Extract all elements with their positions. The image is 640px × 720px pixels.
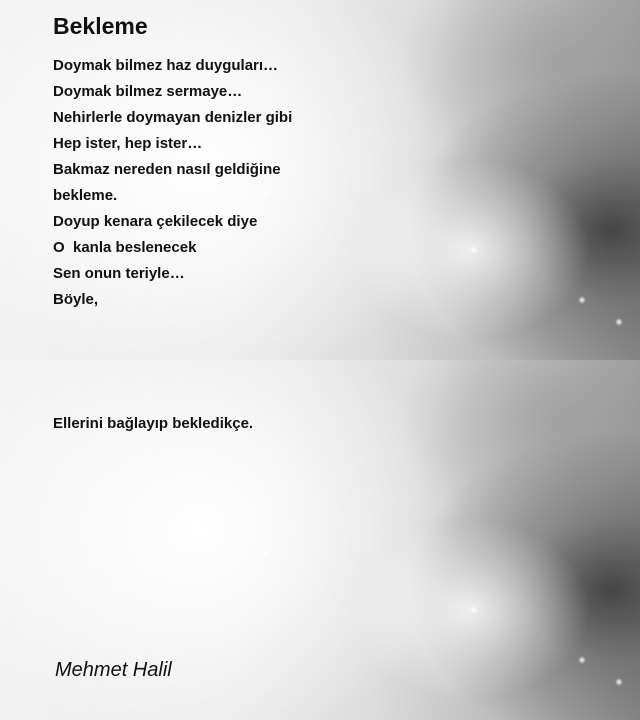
poem-line: Sen onun teriyle… xyxy=(53,265,185,282)
poem-line: Böyle, xyxy=(53,291,99,308)
sparkle-decoration xyxy=(578,656,586,664)
sparkle-decoration xyxy=(578,296,586,304)
sparkle-decoration xyxy=(615,678,623,686)
poem-line: Hep ister, hep ister… xyxy=(53,135,203,152)
poem-title: Bekleme xyxy=(53,13,148,39)
sparkle-decoration xyxy=(615,318,623,326)
sparkle-decoration xyxy=(470,606,478,614)
sparkle-decoration xyxy=(470,246,478,254)
poem-line: Doymak bilmez sermaye… xyxy=(53,83,243,100)
poem-lines xyxy=(53,53,292,313)
poem-line: Nehirlerle doymayan denizler gibi xyxy=(53,109,293,126)
poem-line: bekleme. xyxy=(53,187,118,204)
poem-line: O kanla beslenecek xyxy=(53,239,197,256)
poem-line: Bakmaz nereden nasıl geldiğine xyxy=(53,161,281,178)
poem-author: Mehmet Halil xyxy=(55,659,172,681)
poem-line: Doyup kenara çekilecek diye xyxy=(53,213,258,230)
poem-card-bottom xyxy=(0,360,640,720)
poem-line: Doymak bilmez haz duyguları… xyxy=(53,57,279,74)
poem-closing-line: Ellerini bağlayıp bekledikçe. xyxy=(53,415,254,432)
sparkle-decoration xyxy=(262,550,270,558)
